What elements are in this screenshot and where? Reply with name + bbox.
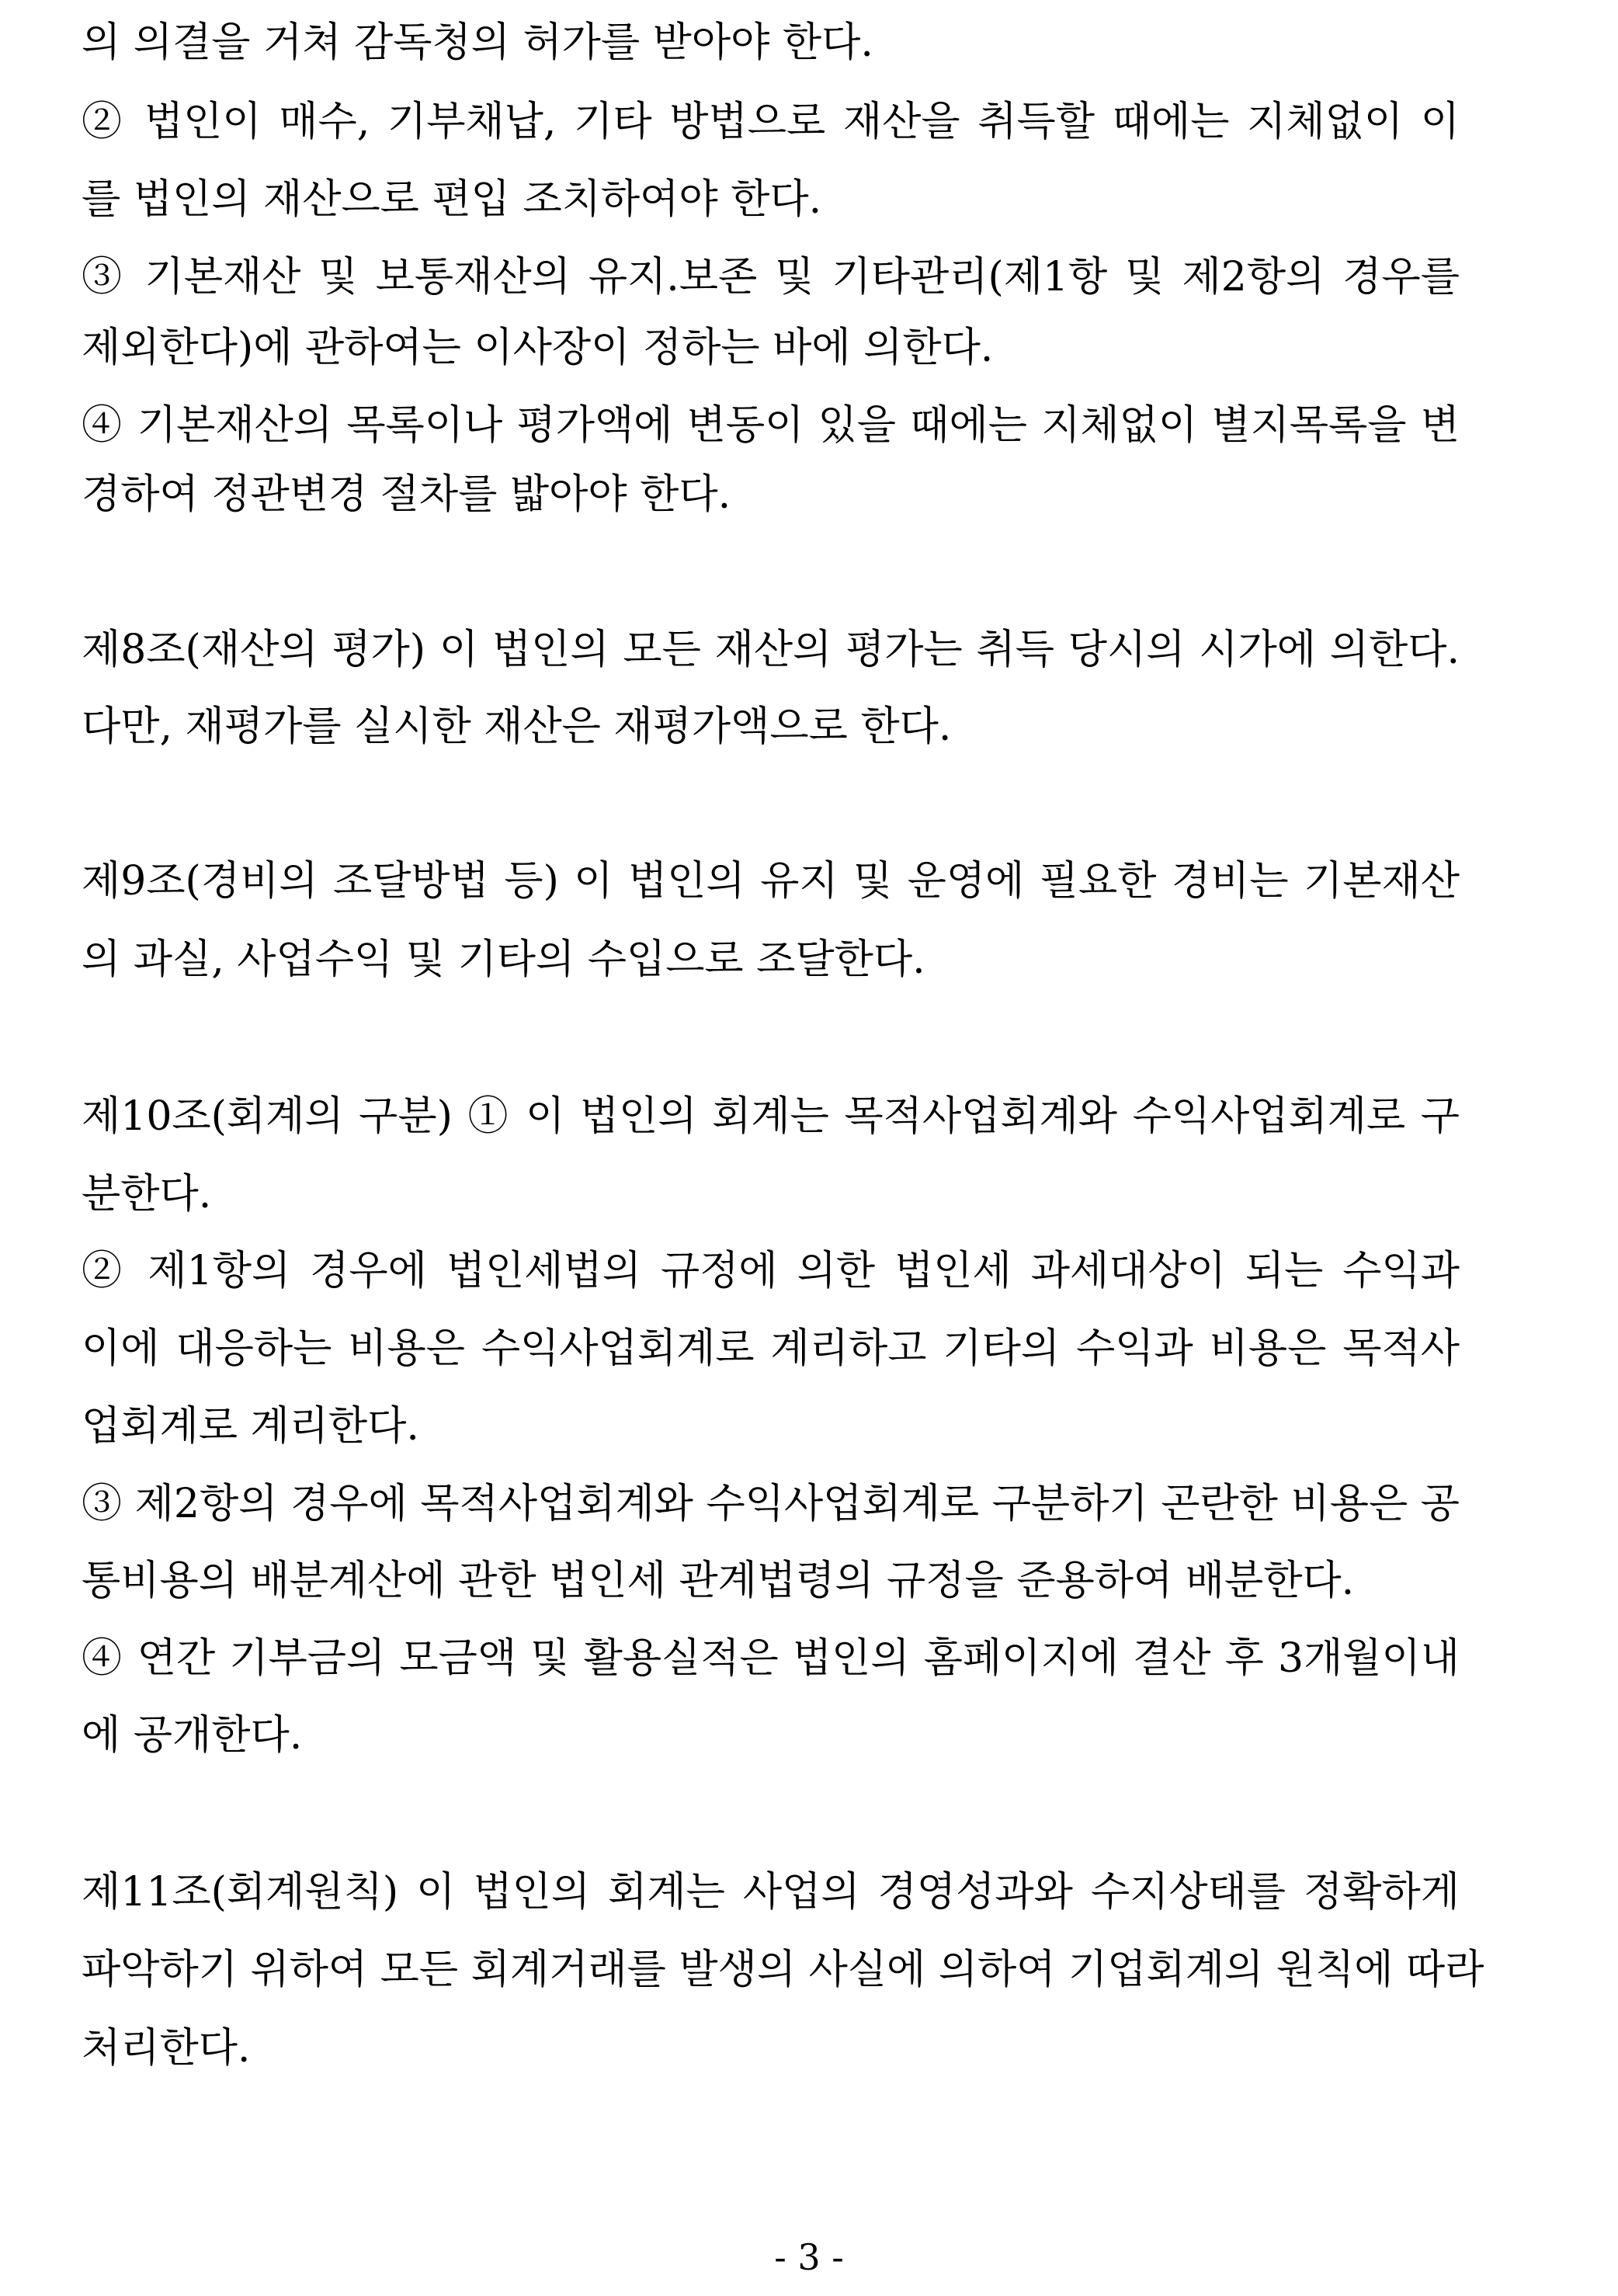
text-line: 업회계로 계리한다. xyxy=(82,1403,419,1450)
text-line: ③ 기본재산 및 보통재산의 유지.보존 및 기타관리(제1항 및 제2항의 경우를 xyxy=(82,254,1460,300)
text-line: 이에 대응하는 비용은 수익사업회계로 계리하고 기타의 수익과 비용은 목적사 xyxy=(82,1325,1460,1372)
text-line: 처리한다. xyxy=(82,2025,251,2072)
text-line: ② 법인이 매수, 기부채납, 기타 방법으로 재산을 취득할 때에는 지체없이 이 xyxy=(82,99,1460,145)
page-number: - 3 - xyxy=(774,2236,844,2278)
text-line: 의 과실, 사업수익 및 기타의 수입으로 조달한다. xyxy=(82,936,925,983)
text-line: 의 의결을 거쳐 감독청의 허가를 받아야 한다. xyxy=(82,19,873,66)
text-line: 에 공개한다. xyxy=(82,1712,303,1759)
text-line: 제9조(경비의 조달방법 등) 이 법인의 유지 및 운영에 필요한 경비는 기본재산 xyxy=(82,858,1460,905)
text-line: ③ 제2항의 경우에 목적사업회계와 수익사업회계로 구분하기 곤란한 비용은 공 xyxy=(82,1481,1460,1527)
text-line: 제11조(회계원칙) 이 법인의 회계는 사업의 경영성과와 수지상태를 정확하게 xyxy=(82,1869,1460,1916)
text-line: 다만, 재평가를 실시한 재산은 재평가액으로 한다. xyxy=(82,703,952,750)
text-line: 제8조(재산의 평가) 이 법인의 모든 재산의 평가는 취득 당시의 시가에 의한다. xyxy=(82,627,1460,673)
text-line: 를 법인의 재산으로 편입 조치하여야 한다. xyxy=(82,176,822,223)
text-line: 파악하기 위하여 모든 회계거래를 발생의 사실에 의하여 기업회계의 원칙에 따라 xyxy=(82,1947,1484,1993)
text-line: ② 제1항의 경우에 법인세법의 규정에 의한 법인세 과세대상이 되는 수익과 xyxy=(82,1248,1460,1294)
text-line: 제외한다)에 관하여는 이사장이 정하는 바에 의한다. xyxy=(82,325,994,371)
text-line: 경하여 정관변경 절차를 밟아야 한다. xyxy=(82,471,731,518)
text-line: ④ 연간 기부금의 모금액 및 활용실적은 법인의 홈페이지에 결산 후 3개월이내 xyxy=(82,1635,1460,1682)
text-line: 제10조(회계의 구분) ① 이 법인의 회계는 목적사업회계와 수익사업회계로 구 xyxy=(82,1093,1460,1140)
text-line: 통비용의 배분계산에 관한 법인세 관계법령의 규정을 준용하여 배분한다. xyxy=(82,1558,1355,1604)
text-line: ④ 기본재산의 목록이나 평가액에 변동이 있을 때에는 지체없이 별지목록을 변 xyxy=(82,402,1460,449)
text-line: 분한다. xyxy=(82,1171,212,1217)
